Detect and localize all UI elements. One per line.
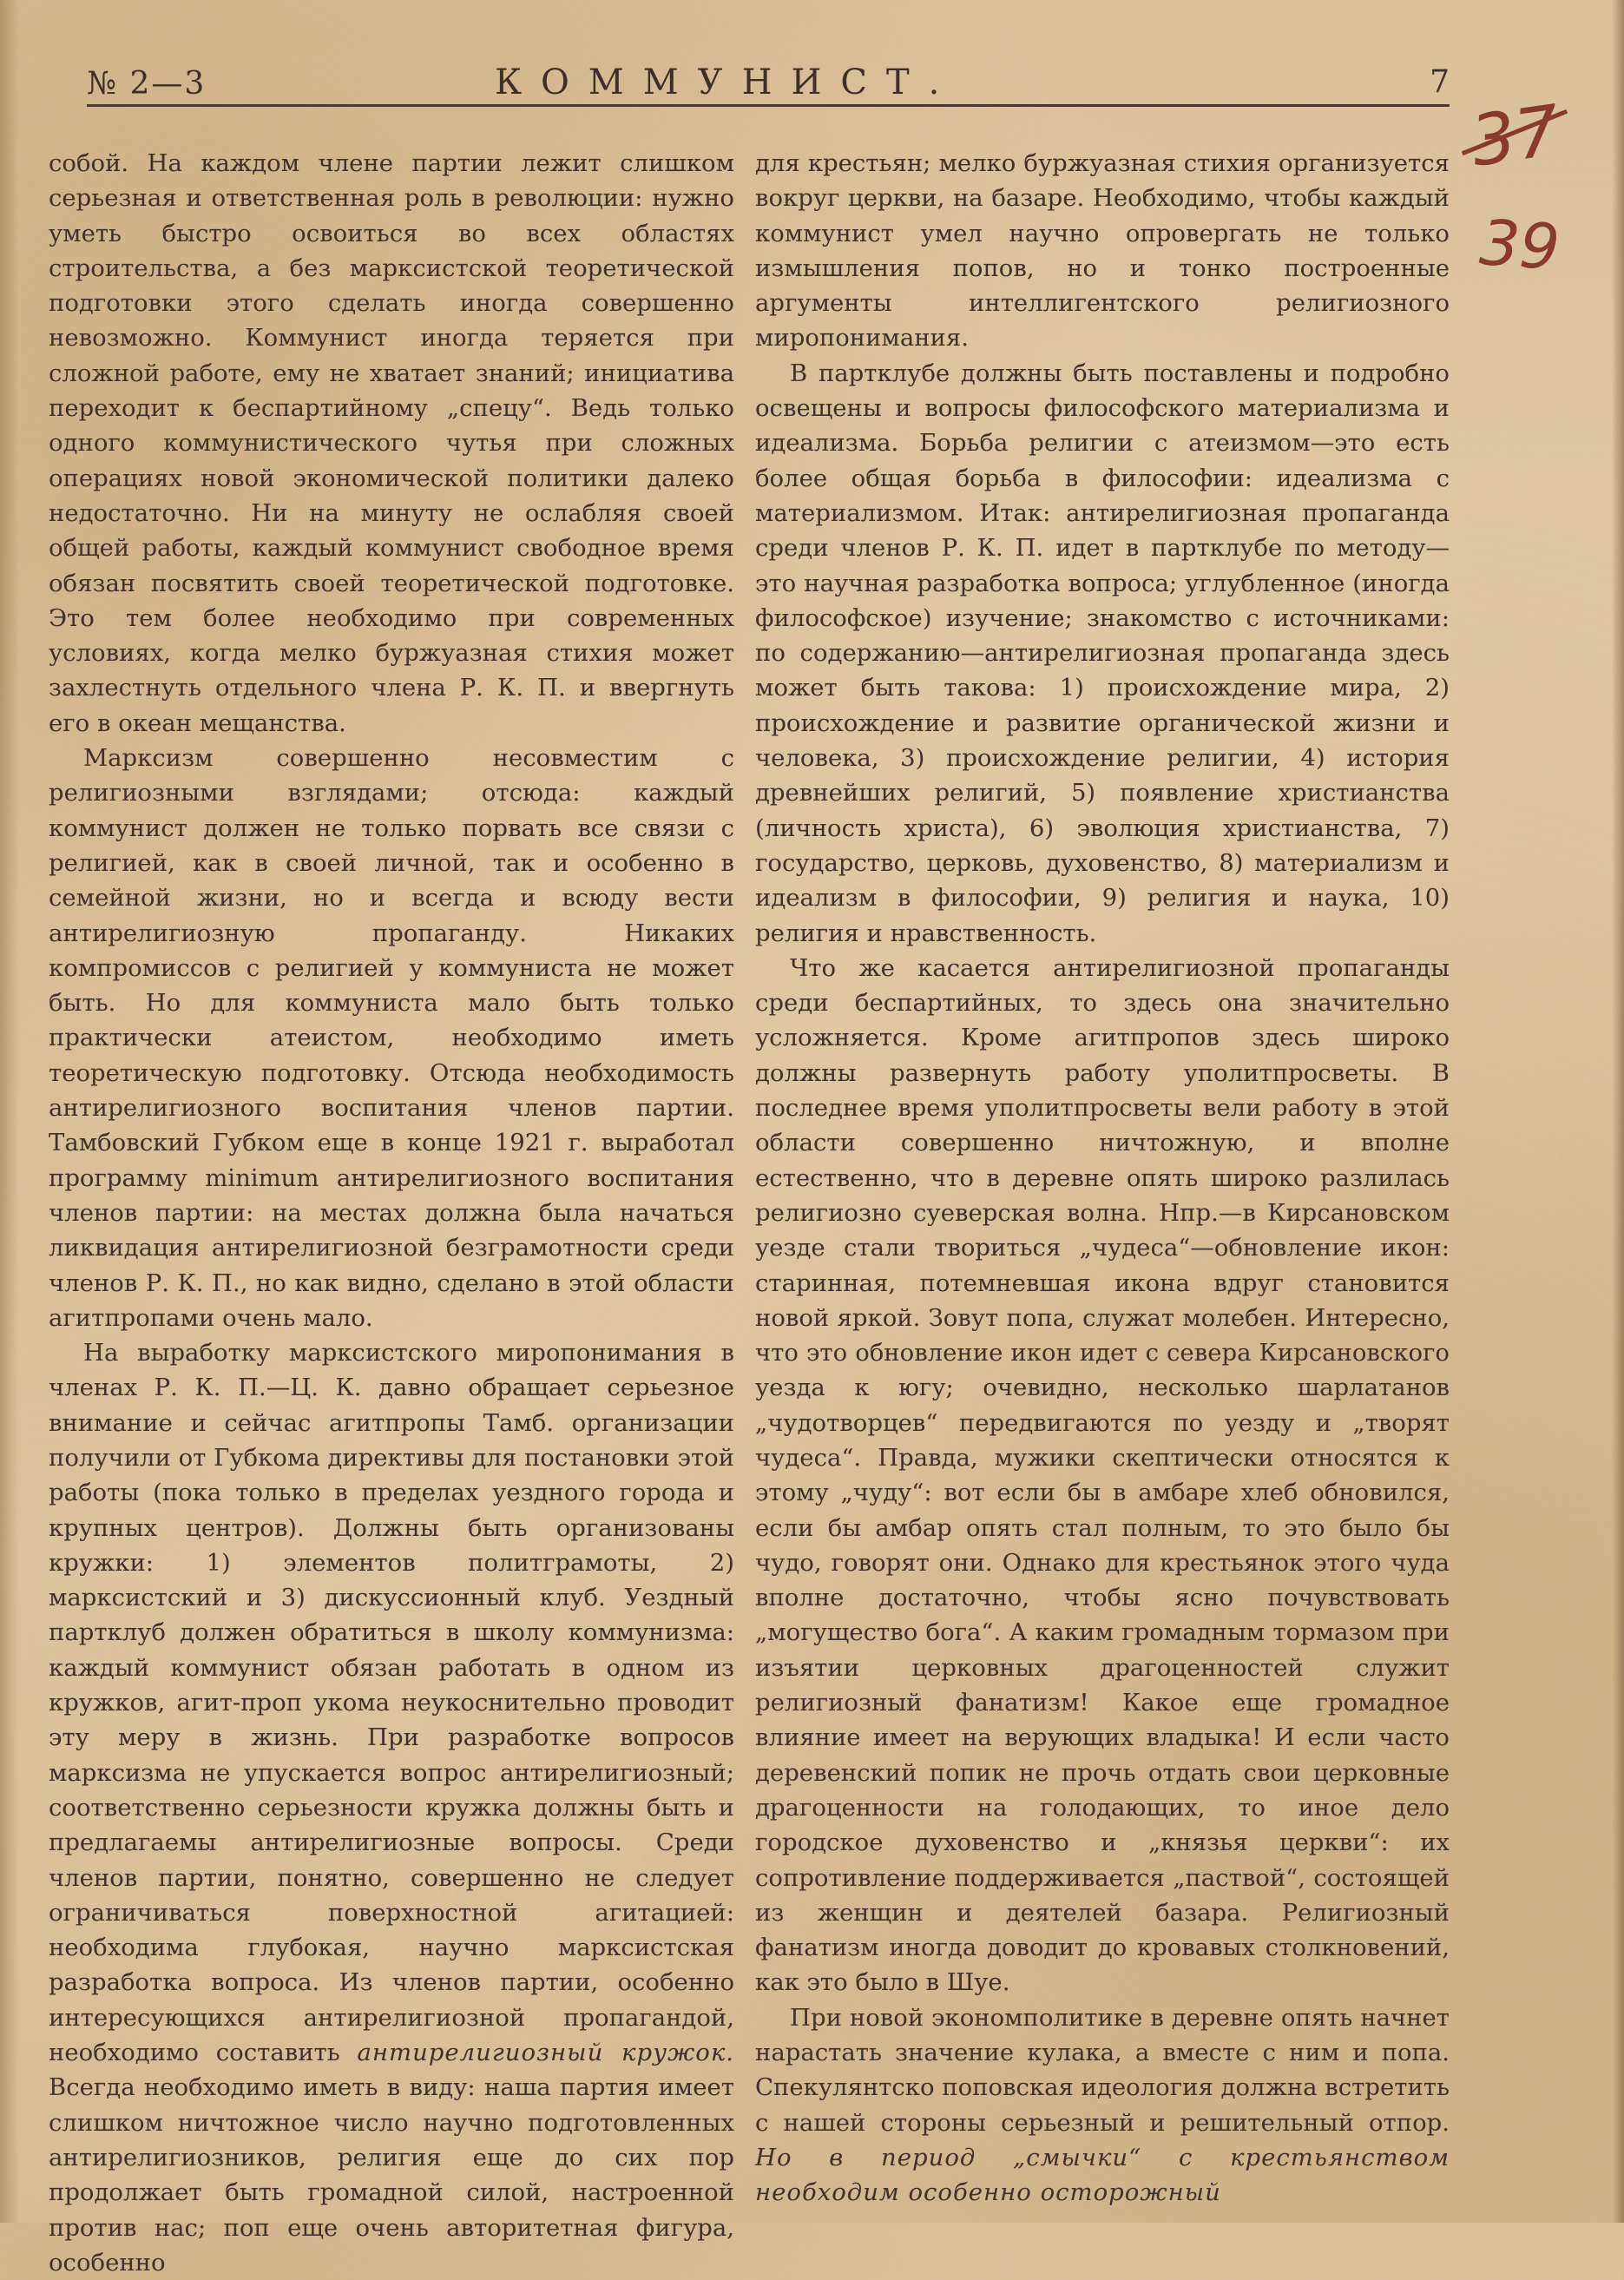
left-paragraph-3-end: Всегда необходимо иметь в виду: наша партия имеет слишком ничтожное число научно подготовленных антирелигиозников, религия еще до сих пор продолжает быть громадной силой, настроенной против нас; поп еще очень авторитетная фигура, особенно (49, 2073, 734, 2277)
left-column (49, 146, 734, 2280)
right-paragraph-4 (755, 2000, 1450, 2211)
right-paragraph-3: Что же касается антирелигиозной пропаганды среди беспартийных, то здесь она значительно усложняется. Кроме агитпропов здесь широко должны развернуть работу уполитпросветы. В последнее время уполитпросветы вели работу в этой области совершенно ничтожную, и вполне естественно, что в деревне опять широко разлилась религиозно суеверская волна. Нпр.—в Кирсановском уезде стали твориться „чудеса“—обновление икон: старинная, потемневшая икона вдруг становится новой яркой. Зовут попа, служат молебен. Интересно, что это обновление икон идет с севера Кирсановского уезда к югу; очевидно, несколько шарлатанов „чудотворцев“ передвигаются по уезду и „творят чудеса“. Правда, мужики скептически относятся к этому „чуду“: вот если бы в амбаре хлеб обновился, если бы амбар опять стал полным, то это было бы чудо, говорят они. Однако для крестьянок этого чуда вполне достаточно, чтобы ясно почувствовать „могущество бога“. А каким громадным тормазом при изъятии церковных драгоценностей служит религиозный фанатизм! Какое еще громадное влияние имеет на верующих владыка! И если часто деревенский попик не прочь отдать свои церковные драгоценности на голодающих, то иное дело городское духовенство и „князья церкви“: их сопротивление поддерживается „паствой“, состоящей из женщин и деятелей базара. Религиозный фанатизм иногда доводит до кровавых столкновений, как это было в Шуе. (755, 953, 1450, 1997)
header-rule (87, 104, 1450, 107)
page-edge-shadow-left (0, 0, 19, 2223)
issue-number: № 2—3 (87, 66, 207, 102)
left-paragraph-3-emphasis: антирелигиозный кружок. (357, 2039, 735, 2067)
page-edge-shadow-right (1612, 0, 1624, 2223)
newspaper-title: КОММУНИСТ. (495, 63, 959, 102)
page-number: 7 (1430, 64, 1450, 100)
left-paragraph-2: Марксизм совершенно несовместим с религиозными взглядами; отсюда: каждый коммунист должен не только порвать все связи с религией, как в своей личной, так и особенно в семейной жизни, но и всегда и всюду вести антирелигиозную пропаганду. Никаких компромиссов с религией у коммуниста не может быть. Но для коммуниста мало быть только практически атеистом, необходимо иметь теоретическую подготовку. Отсюда необходимость антирелигиозного воспитания членов партии. Тамбовский Губком еще в конце 1921 г. выработал программу minimum антирелигиозного воспитания членов партии: на местах должна была начаться ликвидация антирелигиозной безграмотности среди членов Р. К. П., но как видно, сделано в этой области агитпропами очень мало. (49, 744, 734, 1332)
left-paragraph-3-start: На выработку марксистского миропонимания в членах Р. К. П.—Ц. К. давно обращает серьезное внимание и сейчас агитпропы Тамб. организации получили от Губкома директивы для постановки этой работы (пока только в пределах уездного города и крупных центров). Должны быть организованы кружки: 1) элементов политграмоты, 2) марксистский и 3) дискуссионный клуб. Уездный партклуб должен обратиться в школу коммунизма: каждый коммунист обязан работать в одном из кружков, агит-проп укома неукоснительно проводит эту меру в жизнь. При разработке вопросов марксизма не упускается вопрос антирелигиозный; соответственно серьезности кружка должны быть и предлагаемы антирелигиозные вопросы. Среди членов партии, понятно, совершенно не следует ограничиваться поверхностной агитацией: необходима глубокая, научно марксистская разработка вопроса. Из членов партии, особенно интересующихся антирелигиозной пропагандой, необходимо составить (49, 1339, 734, 2067)
right-paragraph-4-start: При новой экономполитике в деревне опять начнет нарастать значение кулака, а вместе с ним и попа. Спекулянтско поповская идеология должна встретить с нашей стороны серьезный и решительный отпор. (755, 2003, 1450, 2137)
handwritten-note-number: 39 (1477, 205, 1562, 285)
handwritten-note-crossed: 37 (1466, 89, 1565, 182)
left-paragraph-3 (49, 1335, 734, 2280)
right-paragraph-2: В партклубе должны быть поставлены и подробно освещены и вопросы философского материализма и идеализма. Борьба религии с атеизмом—это есть более общая борьба в философии: идеализма с материализмом. Итак: антирелигиозная пропаганда среди членов Р. К. П. идет в партклубе по методу—это научная разработка вопроса; углубленное (иногда философское) изучение; знакомство с источниками: по содержанию—антирелигиозная пропаганда здесь может быть такова: 1) происхождение мира, 2) происхождение и развитие органической жизни и человека, 3) происхождение религии, 4) история древнейших религий, 5) появление христианства (личность христа), 6) эволюция христианства, 7) государство, церковь, духовенство, 8) материализм и идеализм в философии, 9) религия и наука, 10) религия и нравственность. (755, 359, 1450, 947)
right-paragraph-4-emphasis: Но в период „смычки“ с крестьянством необходим особенно осторожный (755, 2143, 1450, 2207)
right-paragraph-1: для крестьян; мелко буржуазная стихия организуется вокруг церкви, на базаре. Необходимо, чтобы каждый коммунист умел научно опровергать не только измышления попов, но и тонко построенные аргументы интеллигентского религиозного миропонимания. (755, 149, 1450, 353)
left-paragraph-1: собой. На каждом члене партии лежит слишком серьезная и ответственная роль в революции: нужно уметь быстро освоиться во всех областях строительства, а без марксистской теоретической подготовки этого сделать иногда совершенно невозможно. Коммунист иногда теряется при сложной работе, ему не хватает знаний; инициатива переходит к беспартийному „спецу“. Ведь только одного коммунистического чутья при сложных операциях новой экономической политики далеко недостаточно. Ни на минуту не ослабляя своей общей работы, каждый коммунист свободное время обязан посвятить своей теоретической подготовке. Это тем более необходимо при современных условиях, когда мелко буржуазная стихия может захлестнуть отдельного члена Р. К. П. и ввергнуть его в океан мещанства. (49, 149, 734, 737)
right-column (755, 146, 1450, 2211)
